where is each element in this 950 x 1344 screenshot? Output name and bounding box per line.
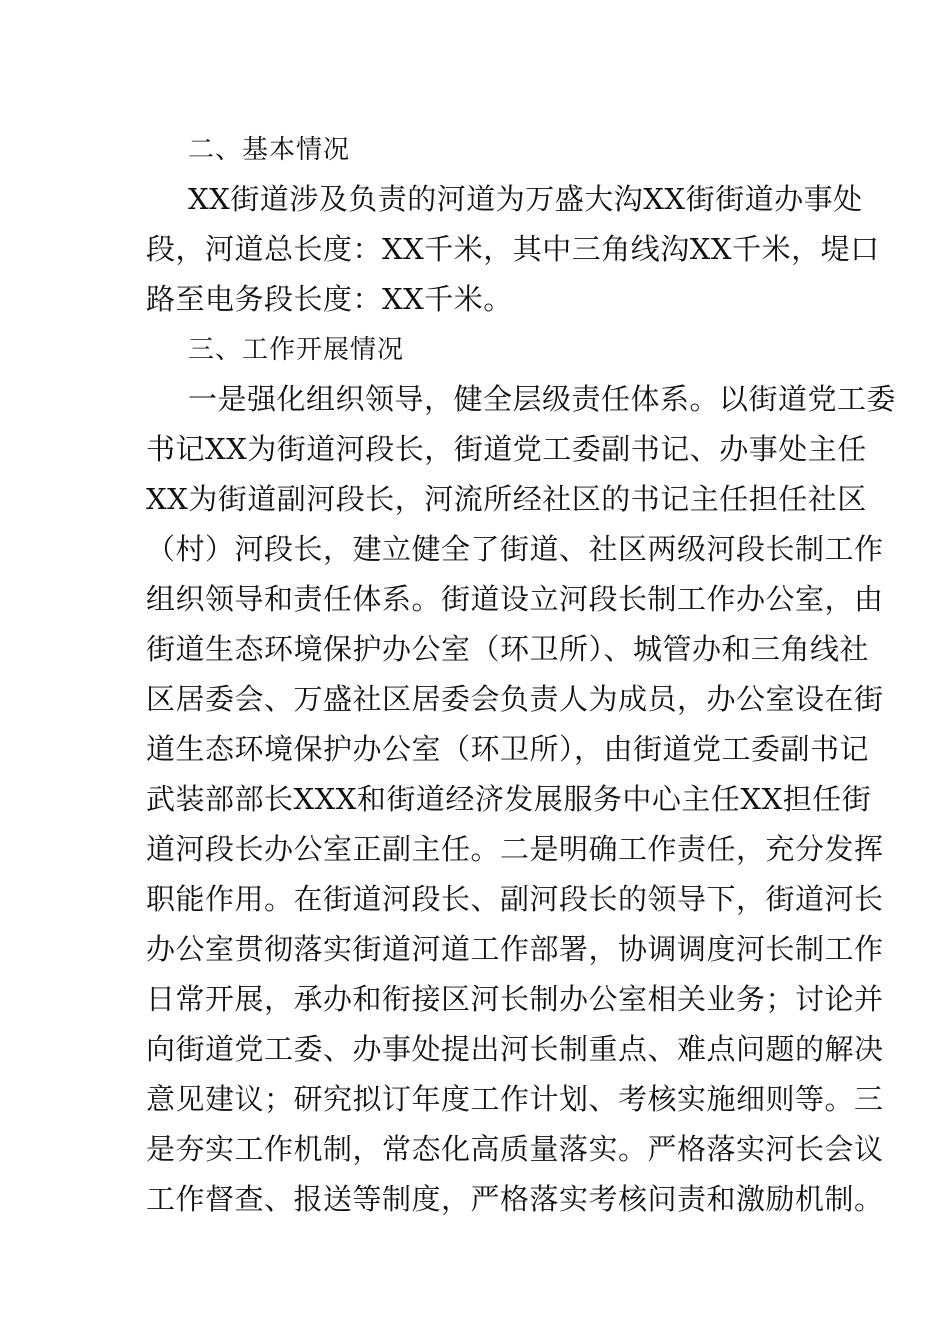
paragraph-line: XX街道涉及负责的河道为万盛大沟XX街街道办事处: [188, 182, 863, 216]
paragraph-line: 是夯实工作机制，常态化高质量落实。严格落实河长会议: [146, 1132, 884, 1166]
paragraph-line: 武装部部长XXX和街道经济发展服务中心主任XX担任街: [146, 782, 872, 816]
paragraph-line: 工作督查、报送等制度，严格落实考核问责和激励机制。: [146, 1182, 884, 1216]
paragraph-line: 书记XX为街道河段长，街道党工委副书记、办事处主任: [146, 432, 867, 466]
paragraph-line: 意见建议；研究拟订年度工作计划、考核实施细则等。三: [146, 1082, 884, 1116]
section-heading-work: 三、工作开展情况: [188, 335, 405, 365]
paragraph-line: XX为街道副河段长，河流所经社区的书记主任担任社区: [146, 482, 867, 516]
paragraph-line: 办公室贯彻落实街道河道工作部署，协调调度河长制工作: [146, 932, 884, 966]
paragraph-line: 职能作用。在街道河段长、副河段长的领导下，街道河长: [146, 882, 884, 916]
paragraph-line: 道生态环境保护办公室（环卫所），由街道党工委副书记: [146, 732, 870, 766]
paragraph-line: 一是强化组织领导，健全层级责任体系。以街道党工委: [188, 382, 897, 416]
paragraph-line: 区居委会、万盛社区居委会负责人为成员，办公室设在街: [146, 682, 884, 716]
paragraph-line: 段，河道总长度：XX千米，其中三角线沟XX千米，堤口: [146, 232, 880, 266]
section-heading-basic: 二、基本情况: [188, 135, 351, 165]
paragraph-line: 组织领导和责任体系。街道设立河段长制工作办公室，由: [146, 582, 884, 616]
paragraph-line: （村）河段长，建立健全了街道、社区两级河段长制工作: [146, 532, 884, 566]
paragraph-line: 街道生态环境保护办公室（环卫所）、城管办和三角线社: [146, 632, 870, 666]
paragraph-line: 日常开展，承办和衔接区河长制办公室相关业务；讨论并: [146, 982, 884, 1016]
paragraph-line: 道河段长办公室正副主任。二是明确工作责任，充分发挥: [146, 832, 884, 866]
paragraph-line: 向街道党工委、办事处提出河长制重点、难点问题的解决: [146, 1032, 884, 1066]
paragraph-line: 路至电务段长度：XX千米。: [146, 282, 513, 316]
